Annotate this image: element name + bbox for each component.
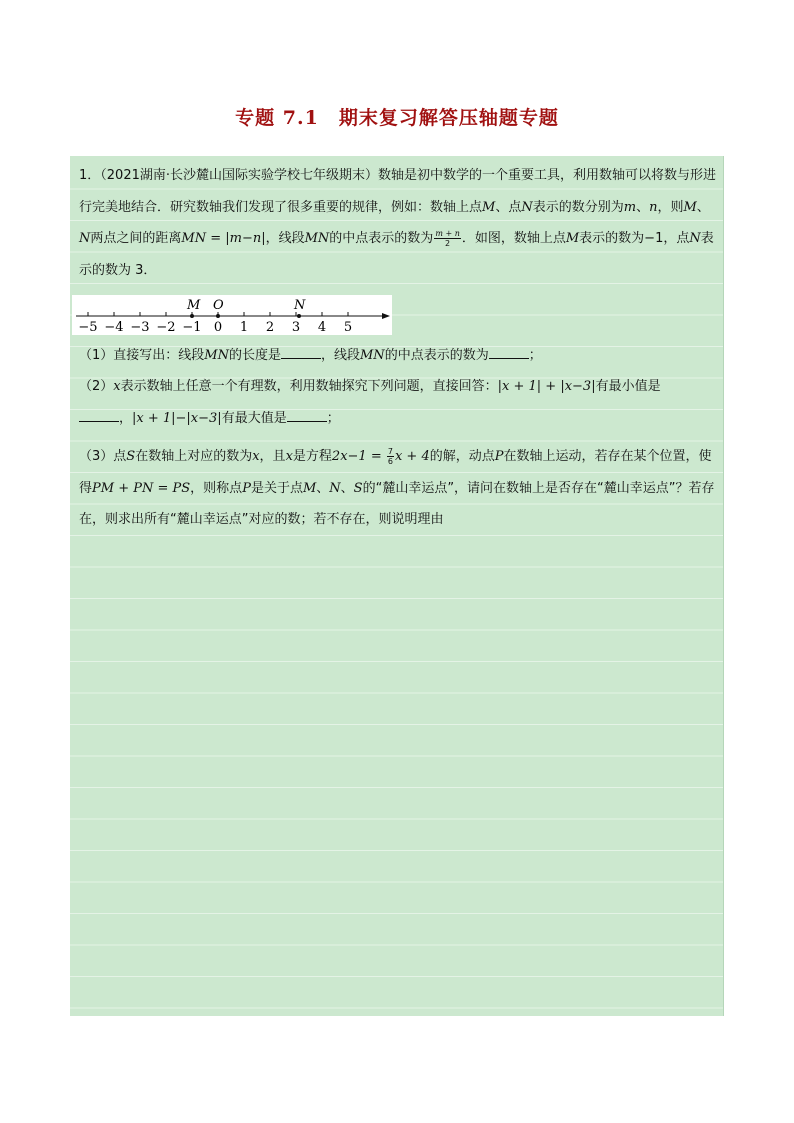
number-line-tick-label: −5 [78, 320, 98, 335]
number-line-tick-label: 4 [317, 320, 327, 335]
number-line-tick-label: 0 [213, 320, 223, 335]
midpoint-fraction: $\frac{m + n}{2}$ [435, 229, 460, 248]
point-O-label: O [213, 298, 224, 313]
question-3: （3）点S在数轴上对应的数为x，且x是方程2x−1 = $\frac{7}{6}$ x + 4的解，动点P在数轴上运动，若存在某个位置，使得PM + PN = PS，则称点P是关于点M、N、S的“麓山幸运点”，请问在数轴上是否存在“麓山幸运点”？若存在，则求出所有“麓山幸运点”对应的数；若不存在，则说明理由 [79, 447, 715, 527]
point-M-dot [190, 314, 194, 318]
point-O-dot [216, 314, 220, 318]
number-line-tick-label: −4 [104, 320, 124, 335]
problem-number: 1． [79, 168, 101, 183]
number-line-tick-label: 5 [343, 320, 353, 335]
answer-blank[interactable] [489, 346, 529, 359]
problem-intro: 1．（2021湖南·长沙麓山国际实验学校七年级期末）数轴是初中数学的一个重要工具，利用数轴可以将数与形进行完美地结合．研究数轴我们发现了很多重要的规律，例如：数轴上点M、点N表示的数分别为m、n，则M、N两点之间的距离MN = |m−n|，线段MN的中点表示的数为 $\frac{m + n}{2}$ ．如图，数轴上点M表示的数为−1，点N表示的数为 3． [79, 168, 717, 278]
problem-box [70, 156, 724, 1016]
point-N-label: N [294, 298, 306, 313]
question-2: （2）x表示数轴上任意一个有理数，利用数轴探究下列问题，直接回答：|x + 1| + |x−3|有最小值是 ，|x + 1|−|x−3|有最大值是 ； [79, 379, 661, 426]
point-M-label: M [187, 298, 201, 313]
distance-formula: MN = |m−n| [181, 231, 266, 246]
number-line-tick-label: −1 [182, 320, 202, 335]
number-line-tick-label: −3 [130, 320, 150, 335]
number-line-tick-label: 3 [291, 320, 301, 335]
answer-blank[interactable] [281, 346, 321, 359]
number-line-tick-label: 2 [265, 320, 275, 335]
answer-blank[interactable] [287, 409, 327, 422]
page-title: 专题 7.1 期末复习解答压轴题专题 [235, 107, 559, 129]
number-line-tick-label: −2 [156, 320, 176, 335]
number-line-figure [72, 295, 392, 335]
point-N-dot [297, 314, 301, 318]
problem-source: （2021湖南·长沙麓山国际实验学校七年级期末） [100, 168, 378, 183]
question-1: （1）直接写出：线段MN的长度是 ，线段MN的中点表示的数为 ； [79, 348, 542, 363]
answer-blank[interactable] [79, 409, 119, 422]
equation-fraction: $\frac{7}{6}$ [387, 447, 393, 466]
number-line-tick-label: 1 [239, 320, 249, 335]
